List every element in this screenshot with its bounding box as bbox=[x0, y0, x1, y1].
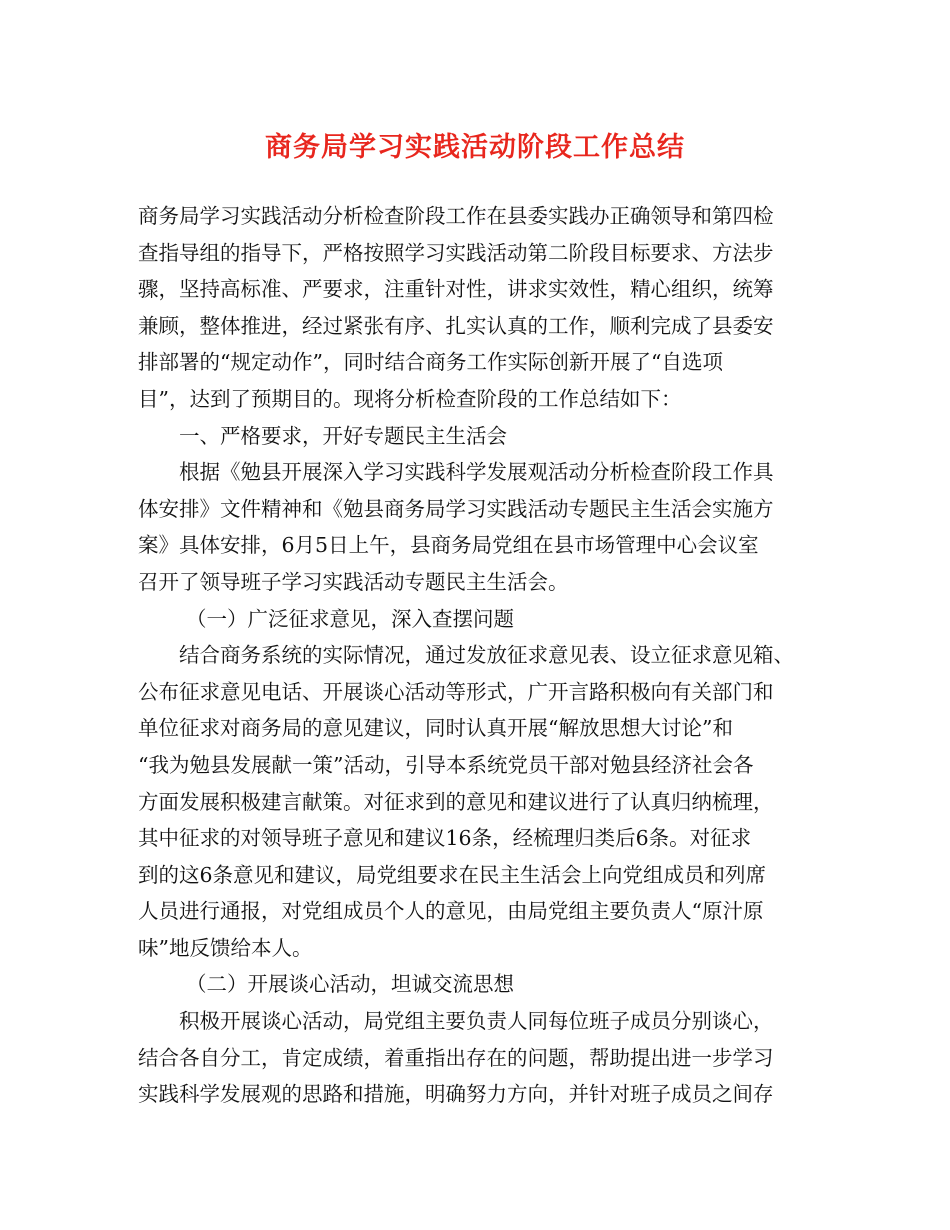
paragraph-line: 案》具体安排，6月5日上午，县商务局党组在县市场管理中心会议室 bbox=[138, 533, 759, 558]
section-heading: 一、严格要求，开好专题民主生活会 bbox=[179, 423, 507, 448]
paragraph-line: 结合各自分工，肯定成绩，着重指出存在的问题，帮助提出进一步学习 bbox=[138, 1045, 774, 1070]
paragraph-line: 查指导组的指导下，严格按照学习实践活动第二阶段目标要求、方法步 bbox=[138, 240, 774, 265]
paragraph-line: 积极开展谈心活动，局党组主要负责人同每位班子成员分别谈心， bbox=[179, 1009, 774, 1034]
subsection-heading: （一）广泛征求意见，深入查摆问题 bbox=[186, 606, 514, 631]
paragraph-line: 结合商务系统的实际情况，通过发放征求意见表、设立征求意见箱、 bbox=[179, 643, 794, 668]
paragraph-line: 根据《勉县开展深入学习实践科学发展观活动分析检查阶段工作具 bbox=[179, 460, 774, 485]
paragraph-line: 其中征求的对领导班子意见和建议16条，经梳理归类后6条。对征求 bbox=[138, 826, 752, 851]
paragraph-line: 味”地反馈给本人。 bbox=[138, 935, 313, 960]
paragraph-line: 目”，达到了预期目的。现将分析检查阶段的工作总结如下： bbox=[138, 386, 682, 411]
paragraph-line: “我为勉县发展献一策”活动，引导本系统党员干部对勉县经济社会各 bbox=[138, 752, 754, 777]
paragraph-line: 方面发展积极建言献策。对征求到的意见和建议进行了认真归纳梳理， bbox=[138, 789, 774, 814]
subsection-heading: （二）开展谈心活动，坦诚交流思想 bbox=[186, 972, 514, 997]
document-body bbox=[138, 198, 828, 1113]
paragraph-line: 商务局学习实践活动分析检查阶段工作在县委实践办正确领导和第四检 bbox=[138, 204, 774, 228]
paragraph-line: 单位征求对商务局的意见建议，同时认真开展“解放思想大讨论”和 bbox=[138, 716, 733, 741]
document-title: 商务局学习实践活动阶段工作总结 bbox=[265, 132, 685, 163]
paragraph-line: 实践科学发展观的思路和措施，明确努力方向，并针对班子成员之间存 bbox=[138, 1082, 774, 1107]
paragraph-line: 到的这6条意见和建议，局党组要求在民主生活会上向党组成员和列席 bbox=[138, 862, 767, 887]
paragraph-line: 骤，坚持高标准、严要求，注重针对性，讲求实效性，精心组织，统筹 bbox=[138, 277, 774, 302]
paragraph-line: 排部署的“规定动作”，同时结合商务工作实际创新开展了“自选项 bbox=[138, 350, 723, 375]
paragraph-line: 公布征求意见电话、开展谈心活动等形式，广开言路积极向有关部门和 bbox=[138, 679, 774, 704]
paragraph-line: 兼顾，整体推进，经过紧张有序、扎实认真的工作，顺利完成了县委安 bbox=[138, 313, 774, 338]
paragraph-line: 人员进行通报，对党组成员个人的意见，由局党组主要负责人“原汁原 bbox=[138, 899, 764, 924]
paragraph-line: 召开了领导班子学习实践活动专题民主生活会。 bbox=[138, 569, 569, 594]
paragraph-line: 体安排》文件精神和《勉县商务局学习实践活动专题民主生活会实施方 bbox=[138, 496, 774, 521]
